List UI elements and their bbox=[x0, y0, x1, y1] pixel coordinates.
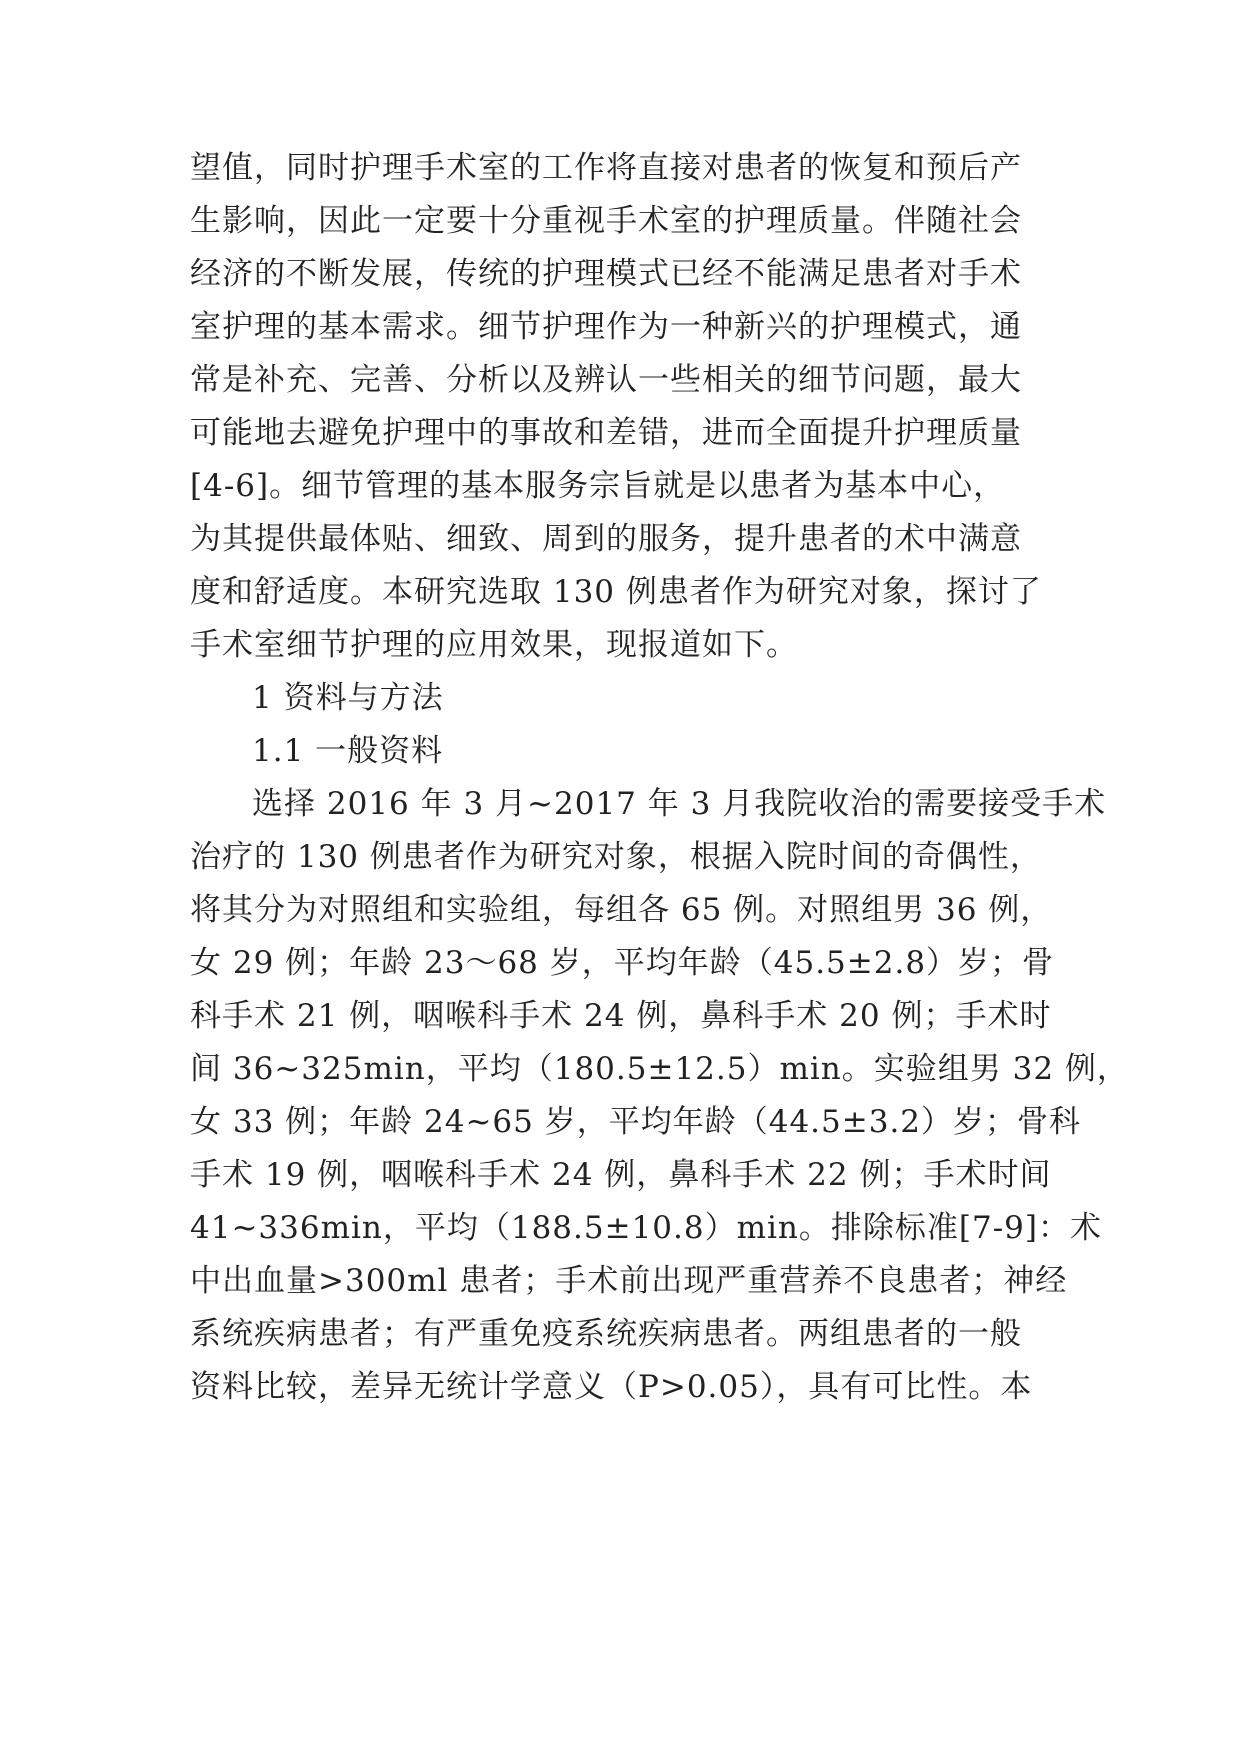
body-text-line: 间 36~325min，平均（180.5±12.5）min。实验组男 32 例， bbox=[190, 1051, 1129, 1087]
body-text-line: 手术 19 例，咽喉科手术 24 例，鼻科手术 22 例；手术时间 bbox=[190, 1157, 1052, 1193]
body-text-line: 资料比较，差异无统计学意义（P>0.05），具有可比性。本 bbox=[190, 1369, 1033, 1405]
body-text-line: 选择 2016 年 3 月~2017 年 3 月我院收治的需要接受手术 bbox=[252, 786, 1107, 822]
body-text-line: 室护理的基本需求。细节护理作为一种新兴的护理模式，通 bbox=[190, 309, 1022, 345]
section-heading: 1 资料与方法 bbox=[252, 680, 444, 716]
subsection-heading: 1.1 一般资料 bbox=[252, 733, 444, 769]
body-text-line: 科手术 21 例，咽喉科手术 24 例，鼻科手术 20 例；手术时 bbox=[190, 998, 1052, 1034]
body-text-line: 41~336min，平均（188.5±10.8）min。排除标准[7-9]：术 bbox=[190, 1210, 1102, 1246]
body-text-line: 中出血量>300ml 患者；手术前出现严重营养不良患者；神经 bbox=[190, 1263, 1068, 1299]
body-text-line: 常是补充、完善、分析以及辨认一些相关的细节问题，最大 bbox=[190, 362, 1022, 398]
body-text-line: 望值，同时护理手术室的工作将直接对患者的恢复和预后产 bbox=[190, 150, 1022, 186]
body-text-line: 可能地去避免护理中的事故和差错，进而全面提升护理质量 bbox=[190, 415, 1022, 451]
body-text-line: 女 29 例；年龄 23～68 岁，平均年龄（45.5±2.8）岁；骨 bbox=[190, 945, 1055, 981]
body-text-line: 将其分为对照组和实验组，每组各 65 例。对照组男 36 例， bbox=[190, 892, 1053, 928]
body-text-line: 经济的不断发展，传统的护理模式已经不能满足患者对手术 bbox=[190, 256, 1022, 292]
body-text-line: 度和舒适度。本研究选取 130 例患者作为研究对象，探讨了 bbox=[190, 574, 1042, 610]
body-text-line: [4-6]。细节管理的基本服务宗旨就是以患者为基本中心， bbox=[190, 468, 1006, 504]
body-text-line: 生影响，因此一定要十分重视手术室的护理质量。伴随社会 bbox=[190, 203, 1022, 239]
body-text-line: 女 33 例；年龄 24~65 岁，平均年龄（44.5±3.2）岁；骨科 bbox=[190, 1104, 1082, 1140]
body-text-line: 手术室细节护理的应用效果，现报道如下。 bbox=[190, 627, 798, 663]
body-text-line: 为其提供最体贴、细致、周到的服务，提升患者的术中满意 bbox=[190, 521, 1022, 557]
body-text-line: 治疗的 130 例患者作为研究对象，根据入院时间的奇偶性， bbox=[190, 839, 1042, 875]
body-text-line: 系统疾病患者；有严重免疫系统疾病患者。两组患者的一般 bbox=[190, 1316, 1022, 1352]
